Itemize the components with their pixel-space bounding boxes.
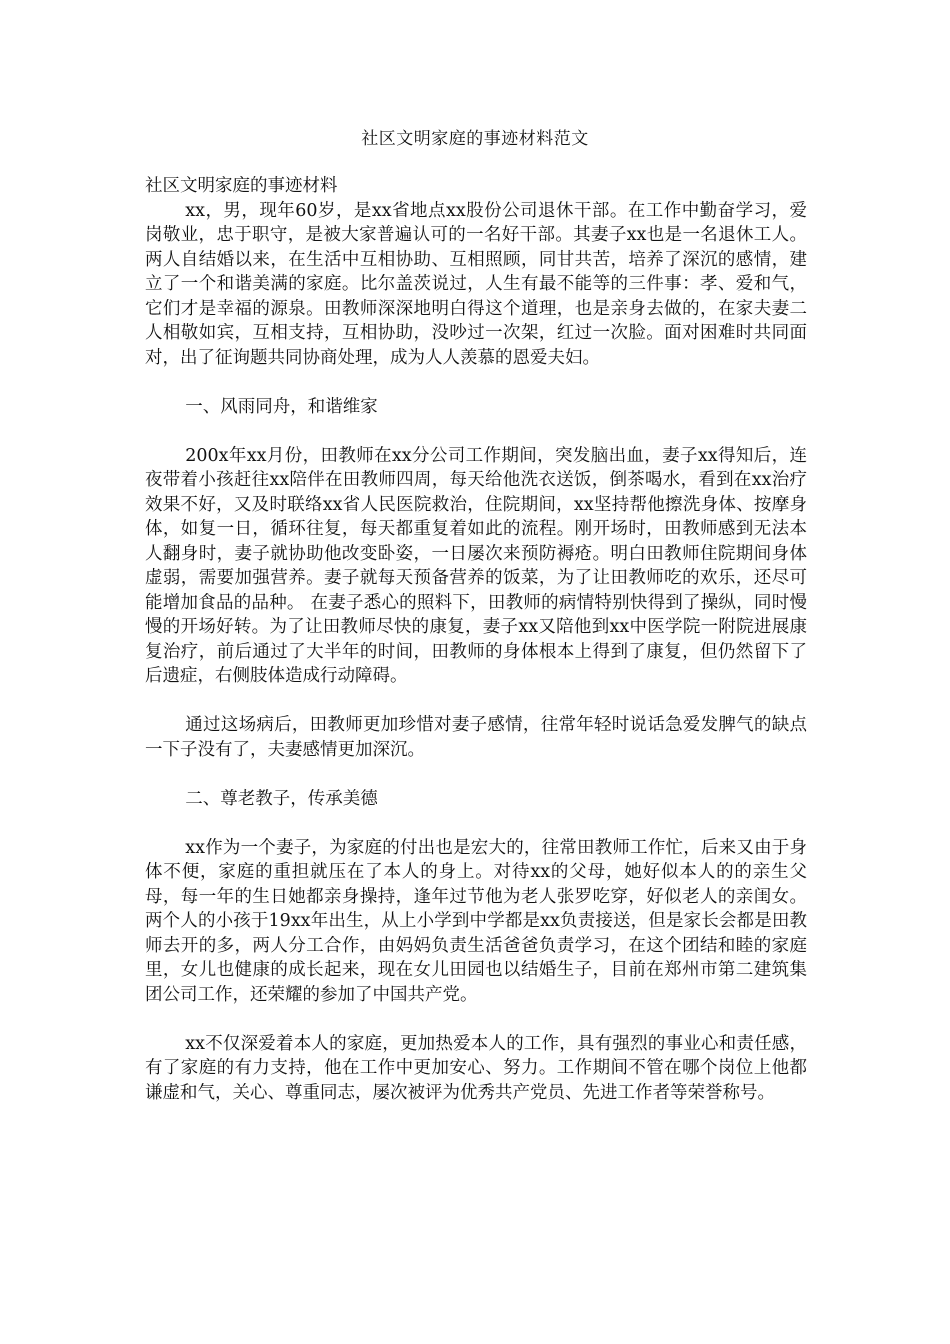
section-1-paragraph-1: 200x年xx月份，田教师在xx分公司工作期间，突发脑出血，妻子xx得知后，连夜带着小孩赶往xx陪伴在田教师四周，每天给他洗衣送饭，倒茶喝水，看到在xx治疗效果不好，又及时联络xx省人民医院救治，住院期间，xx坚持帮他擦洗身体、按摩身体，如复一日，循环往复，每天都重复着如此的流程。刚开场时，田教师感到无法本人翻身时，妻子就协助他改变卧姿，一日屡次来预防褥疮。明白田教师住院期间身体虚弱，需要加强营养。妻子就每天预备营养的饭菜，为了让田教师吃的欢乐，还尽可能增加食品的品种。 在妻子悉心的照料下，田教师的病情特别快得到了操纵，同时慢慢的开场好转。为了让田教师尽快的康复，妻子xx又陪他到xx中医学院一附院进展康复治疗，前后通过了大半年的时间，田教师的身体根本上得到了康复，但仍然留下了后遗症，右侧肢体造成行动障碍。 [145, 445, 807, 686]
section-1-heading: 一、风雨同舟，和谐维家 [185, 396, 378, 417]
document-title: 社区文明家庭的事迹材料范文 [361, 129, 589, 149]
intro-paragraph: xx，男，现年60岁，是xx省地点xx股份公司退休干部。在工作中勤奋学习，爱岗敬业，忠于职守，是被大家普遍认可的一名好干部。其妻子xx也是一名退休工人。两人自结婚以来，在生活中互相协助、互相照顾，同甘共苦，培养了深沉的感情，建立了一个和谐美满的家庭。比尔盖茨说过，人生有最不能等的三件事：孝、爱和气，它们才是幸福的源泉。田教师深深地明白得这个道理，也是亲身去做的，在家夫妻二人相敬如宾，互相支持，互相协助，没吵过一次架，红过一次脸。面对困难时共同面对，出了征询题共同协商处理，成为人人羡慕的恩爱夫妇。 [145, 200, 807, 368]
paragraph-gap [145, 811, 807, 836]
document-body [145, 174, 807, 1105]
paragraph-gap [145, 419, 807, 444]
paragraph-gap [145, 762, 807, 787]
section-1-paragraph-2: 通过这场病后，田教师更加珍惜对妻子感情，往常年轻时说话急爱发脾气的缺点一下子没有了，夫妻感情更加深沉。 [145, 715, 807, 760]
paragraph-gap [145, 1007, 807, 1032]
section-2-paragraph-2: xx不仅深爱着本人的家庭，更加热爱本人的工作，具有强烈的事业心和责任感，有了家庭的有力支持，他在工作中更加安心、努力。工作期间不管在哪个岗位上他都谦虚和气，关心、尊重同志，屡次被评为优秀共产党员、先进工作者等荣誉称号。 [145, 1033, 807, 1103]
document-subtitle: 社区文明家庭的事迹材料 [145, 176, 338, 196]
paragraph-gap [145, 689, 807, 714]
section-2-heading: 二、尊老教子，传承美德 [185, 788, 378, 809]
section-2-paragraph-1: xx作为一个妻子，为家庭的付出也是宏大的，往常田教师工作忙，后来又由于身体不便，家庭的重担就压在了本人的身上。对待xx的父母，她好似本人的的亲生父母，每一年的生日她都亲身操持，逢年过节他为老人张罗吃穿，好似老人的亲闺女。两个人的小孩于19xx年出生，从上小学到中学都是xx负责接送，但是家长会都是田教师去开的多，两人分工合作，由妈妈负责生活爸爸负责学习，在这个团结和睦的家庭里，女儿也健康的成长起来，现在女儿田园也以结婚生子，目前在郑州市第二建筑集团公司工作，还荣耀的参加了中国共产党。 [145, 837, 807, 1005]
paragraph-gap [145, 370, 807, 395]
